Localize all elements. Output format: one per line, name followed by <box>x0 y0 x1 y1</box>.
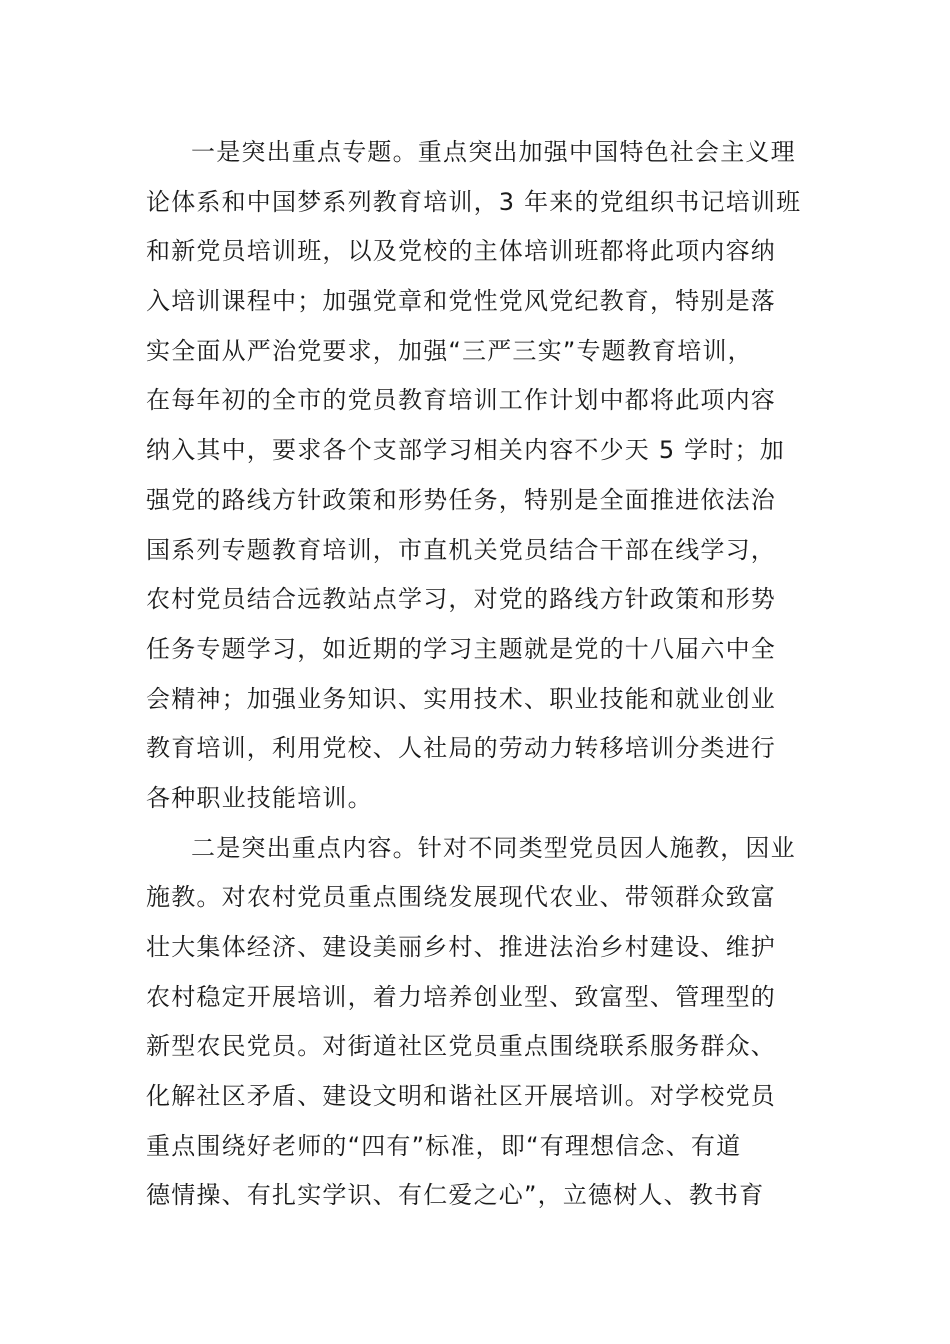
document-body <box>146 128 811 1221</box>
text-line: 化解社区矛盾、建设文明和谐社区开展培训。对学校党员 <box>146 1082 776 1111</box>
text-line: 一是突出重点专题。重点突出加强中国特色社会主义理 <box>191 138 796 166</box>
text-line: 德情操、有扎实学识、有仁爱之心”，立德树人、教书育 <box>146 1181 765 1210</box>
text-line: 入培训课程中；加强党章和党性党风党纪教育，特别是落 <box>146 287 776 316</box>
text-line: 强党的路线方针政策和形势任务，特别是全面推进依法治 <box>146 485 776 514</box>
paragraph-2 <box>146 824 811 1222</box>
text-line: 新型农民党员。对街道社区党员重点围绕联系服务群众、 <box>146 1032 776 1061</box>
text-line: 二是突出重点内容。针对不同类型党员因人施教，因业 <box>191 833 796 862</box>
text-line: 在每年初的全市的党员教育培训工作计划中都将此项内容 <box>146 386 776 415</box>
text-line: 重点围绕好老师的“四有”标准，即“有理想信念、有道 <box>146 1131 742 1160</box>
text-line: 纳入其中，要求各个支部学习相关内容不少天 5 学时；加 <box>146 436 785 465</box>
text-line: 各种职业技能培训。 <box>146 783 373 812</box>
text-line: 教育培训，利用党校、人社局的劳动力转移培训分类进行 <box>146 734 776 763</box>
text-line: 任务专题学习，如近期的学习主题就是党的十八届六中全 <box>146 634 776 663</box>
text-line: 农村稳定开展培训，着力培养创业型、致富型、管理型的 <box>146 982 776 1011</box>
text-line: 国系列专题教育培训，市直机关党员结合干部在线学习， <box>146 535 776 564</box>
text-line: 农村党员结合远教站点学习，对党的路线方针政策和形势 <box>146 585 776 614</box>
text-line: 实全面从严治党要求，加强“三严三实”专题教育培训， <box>146 336 753 365</box>
text-line: 论体系和中国梦系列教育培训，3 年来的党组织书记培训班 <box>146 187 802 216</box>
text-line: 壮大集体经济、建设美丽乡村、推进法治乡村建设、维护 <box>146 933 776 961</box>
paragraph-1 <box>146 128 811 824</box>
text-line: 会精神；加强业务知识、实用技术、职业技能和就业创业 <box>146 684 776 713</box>
text-line: 施教。对农村党员重点围绕发展现代农业、带领群众致富 <box>146 883 776 912</box>
text-line: 和新党员培训班，以及党校的主体培训班都将此项内容纳 <box>146 237 776 266</box>
